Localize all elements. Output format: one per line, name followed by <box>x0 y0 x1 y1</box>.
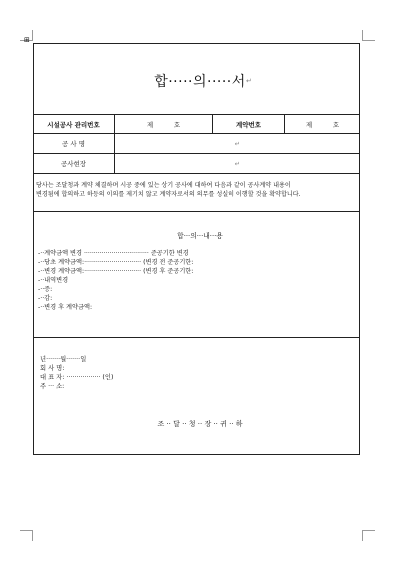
contract-number-label: 계약번호 <box>213 115 285 133</box>
addressee: 조 ·· 달 ·· 청 ·· 장 ·· 귀 ·· 하 <box>157 420 243 428</box>
document-title: 합·····의·····서 <box>154 74 246 90</box>
table-row-site <box>33 154 360 174</box>
list-item: -··내역변경 <box>38 277 69 284</box>
list-item: -··증: <box>38 286 53 293</box>
list-item: -··계약금액 변경 ································· 준공기한 변경 <box>38 250 189 257</box>
body-line-1: 당사는 조달청과 계약 체결하며 시공 중에 있는 상기 공사에 대하여 다음과 같이 공사계약 내용이 <box>36 182 291 189</box>
section-divider-bottom <box>33 337 360 338</box>
contract-number-value: 제 호 <box>305 120 340 129</box>
table-anchor-icon: ⊞ <box>24 36 30 44</box>
table-row-management <box>33 114 360 134</box>
crop-mark-top-right <box>362 30 375 41</box>
list-item: -··당초 계약금액:····························· (변경 전 준공기한: <box>38 259 194 266</box>
section-title: 합···의···내···용 <box>177 232 223 240</box>
management-number-label: 시설공사 관리번호 <box>33 115 115 133</box>
list-item: -··감: <box>38 295 53 302</box>
crop-mark-bottom-left <box>20 530 33 541</box>
section-divider-top <box>33 211 360 212</box>
management-number-value: 제 호 <box>115 115 213 133</box>
list-item: -··변경 후 계약금액: <box>38 304 93 311</box>
project-name-label: 공 사 명 <box>33 134 115 153</box>
company-line: 회 사 명: <box>40 365 65 372</box>
body-line-2: 변경됨에 합의하고 하등의 이의를 제기치 않고 계약자로서의 의무를 성실히 이행할 것을 확약합니다. <box>36 191 301 198</box>
project-name-value: ↵ <box>234 139 241 148</box>
representative-line: 대 표 자: ················· (인) <box>40 374 114 381</box>
list-item: -··변경 계약금액:····························· (변경 후 준공기한: <box>38 268 194 275</box>
date-line: 년·······월·······일 <box>40 356 87 363</box>
table-row-project-name <box>33 134 360 154</box>
document-frame <box>33 43 360 455</box>
paragraph-mark: ↵ <box>246 77 252 85</box>
address-line: 주 ··· 소: <box>40 383 65 390</box>
site-value: ↵ <box>234 159 241 168</box>
crop-mark-bottom-right <box>362 530 375 541</box>
site-label: 공사현장 <box>33 154 115 173</box>
